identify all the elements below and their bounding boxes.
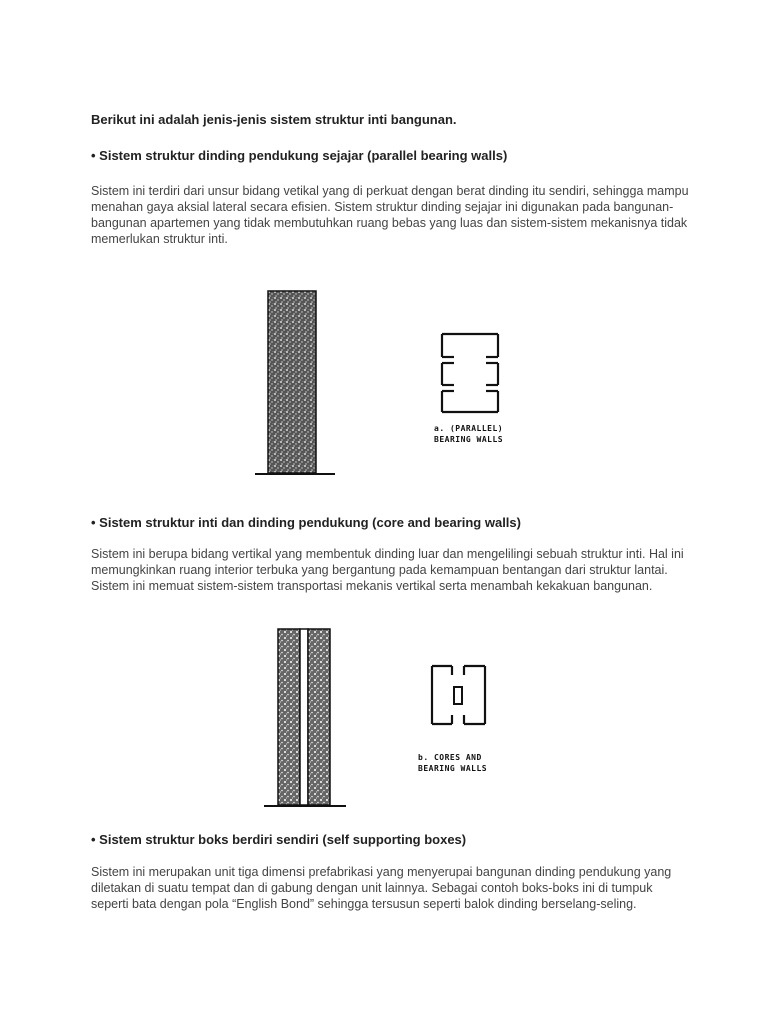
section-1-heading: • Sistem struktur dinding pendukung sejajar (parallel bearing walls) (91, 148, 508, 163)
section-1-body: Sistem ini terdiri dari unsur bidang vetikal yang di perkuat dengan berat dinding itu sendiri, sehingga mampu menahan gaya aksial lateral secara efisien. Sistem struktur dinding sejajar ini digunakan pada bangunan-bangunan apartemen yang tidak membutuhkan ruang bebas yang luas dan sistem-sistem mekanisnya tidak memerlukan struktur inti. (91, 184, 689, 246)
tower-core-gap (300, 629, 308, 805)
section-3-body: Sistem ini merupakan unit tiga dimensi prefabrikasi yang menyerupai bangunan dinding pendukung yang diletakan di suatu tempat dan di gabung dengan unit lainnya. Sebagai contoh boks-boks ini di tumpuk seperti bata dengan pola “English Bond” sehingga tersusun seperti balok dinding berselang-seling. (91, 865, 672, 911)
intro-text: Berikut ini adalah jenis-jenis sistem struktur inti bangunan. (91, 112, 457, 127)
figure-b-caption-line1: b. CORES AND (418, 753, 482, 762)
section-3-heading: • Sistem struktur boks berdiri sendiri (self supporting boxes) (91, 832, 467, 847)
tower-wing-right (308, 629, 330, 805)
figure-core-bearing-walls (260, 625, 530, 810)
section-2-heading: • Sistem struktur inti dan dinding pendukung (core and bearing walls) (91, 515, 521, 530)
tower-elevation (268, 291, 316, 473)
tower-wing-left (278, 629, 300, 805)
section-2-body: Sistem ini berupa bidang vertikal yang membentuk dinding luar dan mengelilingi sebuah struktur inti. Hal ini memungkinkan ruang interior terbuka yang bergantung pada kemampuan bentangan dari struktur lantai. Sistem ini memuat sistem-sistem transportasi mekanis vertikal serta menambah kekakuan bangunan. (91, 547, 684, 593)
figure-b-caption-line2: BEARING WALLS (418, 764, 488, 773)
figure-parallel-bearing-walls (250, 285, 530, 480)
figure-a-caption-line1: a. (PARALLEL) (434, 424, 504, 433)
floor-plan-a (442, 334, 498, 412)
core-box (454, 687, 462, 704)
figure-a-caption-line2: BEARING WALLS (434, 435, 504, 444)
floor-plan-b (432, 666, 485, 724)
